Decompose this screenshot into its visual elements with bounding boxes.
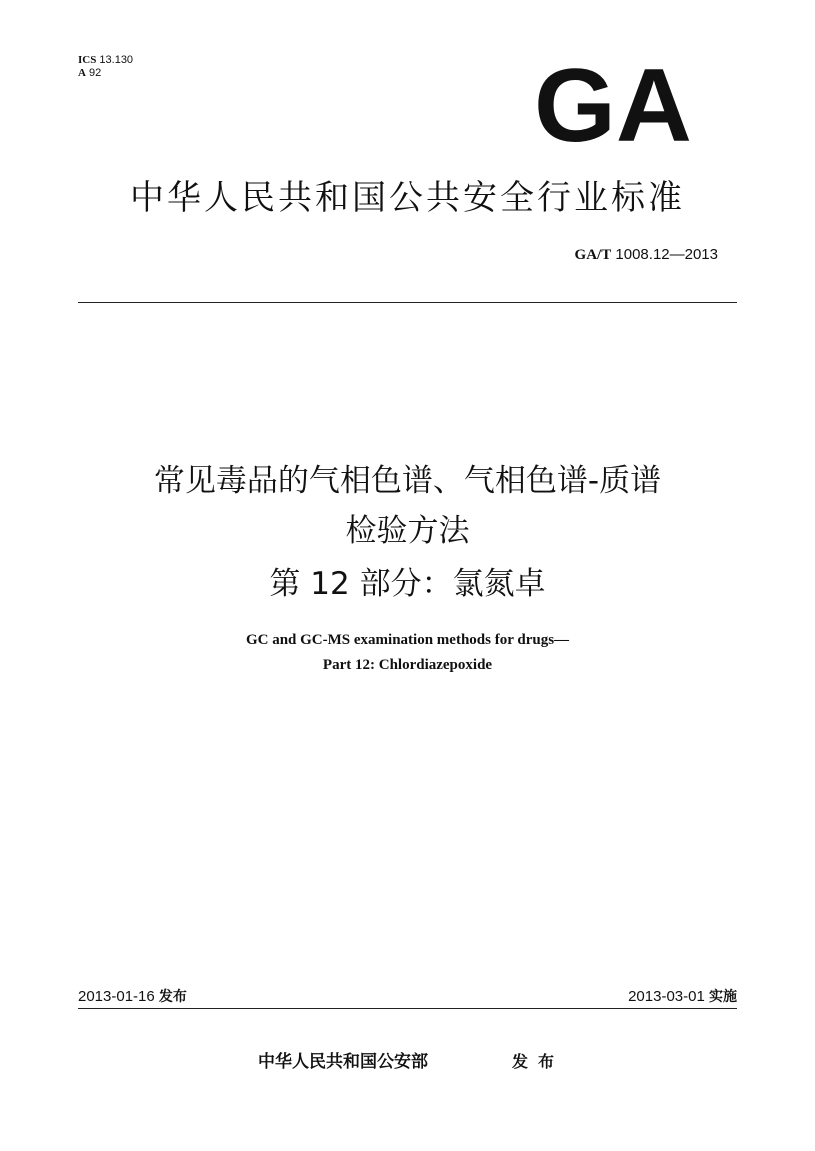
header-divider <box>78 302 737 303</box>
title-cn-line-3: 第 12 部分：氯氮卓 <box>269 566 546 602</box>
title-en-line-1: GC and GC-MS examination methods for drugs— <box>245 632 570 648</box>
implement-date-label: 实施 <box>709 989 737 1005</box>
ga-logo-text: GA <box>534 63 692 143</box>
standard-category: 中华人民共和国公共安全行业标准 <box>130 178 685 218</box>
standard-number <box>575 246 718 264</box>
issue-label: 发布 <box>512 1052 565 1071</box>
publish-date-label: 发布 <box>158 989 187 1005</box>
footer-divider <box>78 1008 737 1009</box>
ics-value: 13.130 <box>99 54 134 66</box>
classification-codes <box>78 54 133 80</box>
class-code <box>78 67 133 80</box>
ga-logo <box>533 63 693 143</box>
class-label: A <box>78 67 86 79</box>
ics-code <box>78 54 133 67</box>
issuing-authority: 中华人民共和国公安部 <box>258 1052 428 1072</box>
implement-date-value: 2013-03-01 <box>628 988 705 1005</box>
class-value: 92 <box>89 67 102 79</box>
publish-date <box>78 986 187 1006</box>
standard-code-prefix: GA/T <box>574 247 612 263</box>
implement-date <box>628 986 737 1006</box>
standard-code-number: 1008.12—2013 <box>615 246 718 263</box>
title-cn-line-2: 检验方法 <box>345 513 470 549</box>
ics-label: ICS <box>78 54 97 66</box>
title-en-line-2: Part 12: Chlordiazepoxide <box>322 657 493 673</box>
title-cn-line-1: 常见毒品的气相色谱、气相色谱-质谱 <box>153 463 662 499</box>
publish-date-value: 2013-01-16 <box>78 988 155 1005</box>
